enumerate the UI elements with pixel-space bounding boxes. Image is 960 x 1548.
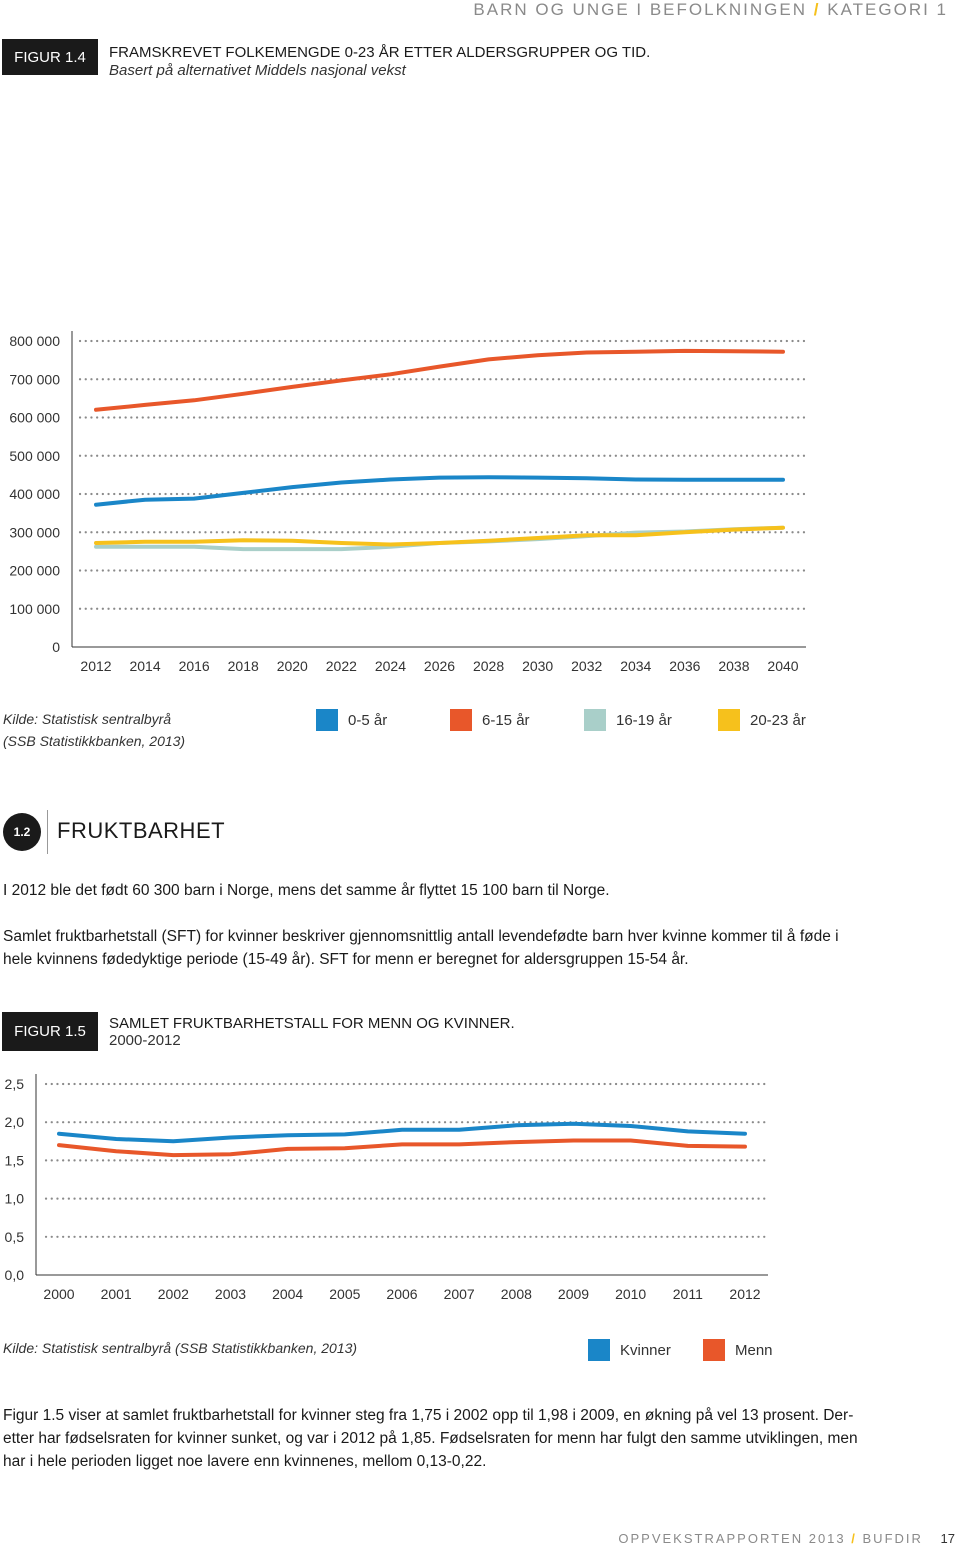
x-tick-label: 2040: [767, 658, 799, 674]
y-tick-label: 2,0: [4, 1114, 24, 1131]
running-head-section: BARN OG UNGE I BEFOLKNINGEN: [473, 0, 808, 19]
page-number: 17: [940, 1531, 955, 1546]
y-tick-label: 200 000: [9, 562, 60, 579]
paragraph-figure-1-5-discussion: [3, 1404, 858, 1473]
x-tick-label: 2012: [80, 658, 112, 674]
running-head-separator: /: [813, 0, 821, 19]
x-tick-label: 2005: [329, 1286, 361, 1302]
legend-swatch-menn: [703, 1339, 725, 1361]
series-line-1: [96, 477, 783, 505]
x-tick-label: 2018: [227, 658, 259, 674]
legend-swatch-16-19: [584, 709, 606, 731]
running-head-category: KATEGORI 1: [827, 0, 948, 19]
y-tick-label: 600 000: [9, 409, 60, 426]
population-projection-chart: [0, 325, 820, 685]
x-tick-label: 2012: [729, 1286, 761, 1302]
series-line-1: [59, 1124, 745, 1142]
x-tick-label: 2009: [557, 1286, 590, 1302]
x-tick-label: 2016: [178, 658, 210, 674]
paragraph-discussion-line2: etter har fødselsraten for kvinner sunket, og var i 2012 på 1,85. Fødselsraten for menn har fulgt den samme utviklingen, men: [3, 1430, 858, 1447]
running-head: [473, 0, 948, 20]
fertility-rate-chart: [0, 1070, 790, 1310]
y-tick-label: 1,0: [4, 1190, 24, 1207]
figure-1-4-subtitle: Basert på alternativet Middels nasjonal vekst: [109, 62, 406, 79]
x-tick-label: 2002: [157, 1286, 189, 1302]
y-tick-label: 2,5: [4, 1076, 24, 1092]
legend-swatch-20-23: [718, 709, 740, 731]
y-tick-label: 300 000: [9, 524, 60, 541]
y-tick-label: 400 000: [9, 486, 60, 502]
y-tick-label: 0: [52, 639, 60, 655]
figure-1-4-source-line1: Kilde: Statistisk sentralbyrå: [3, 711, 172, 727]
legend-swatch-6-15: [450, 709, 472, 731]
legend-item-kvinner: [588, 1339, 671, 1361]
x-tick-label: 2032: [571, 658, 603, 674]
x-tick-label: 2006: [386, 1286, 418, 1302]
legend-item-menn: [703, 1339, 773, 1361]
x-tick-label: 2036: [669, 658, 701, 674]
figure-1-5-title: SAMLET FRUKTBARHETSTALL FOR MENN OG KVINNER.: [109, 1015, 515, 1032]
paragraph-births: I 2012 ble det født 60 300 barn i Norge, mens det samme år flyttet 15 100 barn til Norge.: [3, 882, 610, 899]
y-tick-label: 0,0: [4, 1267, 24, 1283]
x-tick-label: 2004: [272, 1286, 304, 1302]
x-tick-label: 2014: [129, 658, 161, 674]
section-number-badge: 1.2: [3, 813, 41, 851]
paragraph-sft-definition: [3, 925, 839, 971]
footer-report: OPPVEKSTRAPPORTEN 2013: [618, 1531, 846, 1546]
paragraph-discussion-line1: Figur 1.5 viser at samlet fruktbarhetstall for kvinner steg fra 1,75 i 2002 opp til 1,98 i 2009, en økning på vel 13 prosent. Der-: [3, 1407, 854, 1424]
paragraph-sft-line2: hele kvinnens fødedyktige periode (15-49 år). SFT for menn er beregnet for aldersgruppen 15-54 år.: [3, 951, 689, 968]
legend-label-6-15: 6-15 år: [482, 711, 530, 729]
x-tick-label: 2026: [423, 658, 456, 674]
series-line-2: [96, 351, 783, 410]
y-tick-label: 0,5: [4, 1228, 24, 1245]
legend-swatch-0-5: [316, 709, 338, 731]
figure-1-5-subtitle: 2000-2012: [109, 1032, 181, 1049]
legend-item-16-19: [584, 709, 672, 731]
footer-publisher: BUFDIR: [862, 1531, 923, 1546]
figure-1-5-badge: FIGUR 1.5: [2, 1012, 98, 1051]
legend-item-20-23: [718, 709, 806, 731]
x-tick-label: 2007: [443, 1286, 475, 1302]
section-divider: [47, 810, 48, 854]
x-tick-label: 2024: [374, 658, 407, 674]
x-tick-label: 2000: [43, 1286, 75, 1302]
x-tick-label: 2003: [214, 1286, 247, 1302]
figure-1-4-badge: FIGUR 1.4: [2, 39, 98, 75]
legend-swatch-kvinner: [588, 1339, 610, 1361]
footer-separator: /: [851, 1531, 857, 1546]
y-tick-label: 500 000: [9, 447, 60, 464]
legend-item-6-15: [450, 709, 530, 731]
x-tick-label: 2034: [620, 658, 652, 674]
x-tick-label: 2038: [718, 658, 750, 674]
x-tick-label: 2010: [615, 1286, 647, 1302]
page-footer: [618, 1531, 955, 1546]
x-tick-label: 2022: [325, 658, 357, 674]
legend-label-0-5: 0-5 år: [348, 711, 388, 729]
legend-label-menn: Menn: [735, 1341, 773, 1359]
x-tick-label: 2020: [276, 658, 308, 674]
figure-1-4-source: [3, 708, 185, 752]
x-tick-label: 2001: [100, 1286, 132, 1302]
figure-1-4-source-line2: (SSB Statistikkbanken, 2013): [3, 733, 186, 749]
y-tick-label: 700 000: [9, 371, 60, 388]
paragraph-discussion-line3: har i hele perioden ligget noe lavere enn kvinnenes, mellom 0,13-0,22.: [3, 1453, 487, 1470]
figure-1-5-source: Kilde: Statistisk sentralbyrå (SSB Statistikkbanken, 2013): [3, 1340, 358, 1356]
legend-label-kvinner: Kvinner: [620, 1341, 671, 1359]
x-tick-label: 2030: [522, 658, 554, 674]
legend-item-0-5: [316, 709, 387, 731]
figure-1-4-title: FRAMSKREVET FOLKEMENGDE 0-23 ÅR ETTER ALDERSGRUPPER OG TID.: [109, 44, 651, 61]
legend-label-20-23: 20-23 år: [750, 711, 806, 729]
y-tick-label: 800 000: [9, 333, 60, 349]
x-tick-label: 2028: [472, 658, 505, 674]
x-tick-label: 2011: [672, 1286, 703, 1302]
paragraph-sft-line1: Samlet fruktbarhetstall (SFT) for kvinner beskriver gjennomsnittlig antall levendefødte barn hver kvinne kommer til å føde i: [3, 928, 839, 945]
section-title: FRUKTBARHET: [57, 818, 226, 843]
y-tick-label: 100 000: [9, 600, 60, 617]
y-tick-label: 1,5: [4, 1152, 24, 1169]
x-tick-label: 2008: [500, 1286, 532, 1302]
legend-label-16-19: 16-19 år: [616, 711, 672, 729]
